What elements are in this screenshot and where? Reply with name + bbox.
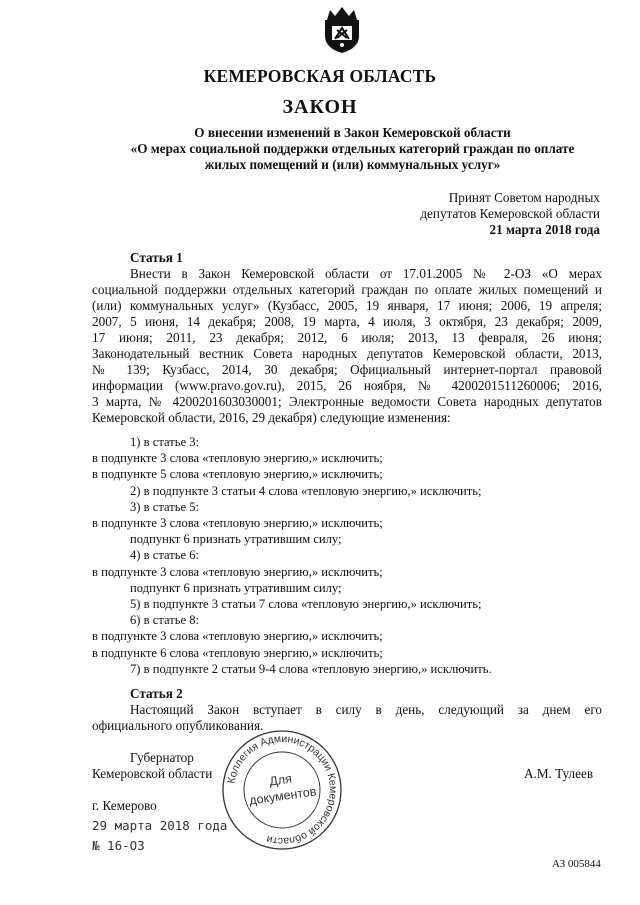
paragraph-line: № 139; Кузбасс, 2014, 30 декабря; Официальный интернет-портал правовой	[92, 362, 602, 377]
amendment-item: в подпункте 6 слова «тепловую энергию,» исключить;	[92, 645, 383, 660]
paragraph-line: 2007, 5 июня, 14 декабря; 2008, 19 марта, 4 июля, 3 октября, 23 декабря; 2009,	[92, 314, 602, 329]
paragraph-line: 3 марта, № 4200201603030001; Электронные ведомости Совета народных депутатов	[92, 394, 602, 409]
stamp-center-line: документов	[248, 784, 318, 808]
article-1-paragraph	[92, 266, 602, 426]
official-stamp	[220, 728, 344, 852]
paragraph-line: 17 июня; 2011, 23 декабря; 2012, 6 июля; 2013, 13 февраля, 26 июня;	[92, 330, 602, 345]
amendment-item: 4) в статье 6:	[130, 548, 200, 563]
paragraph-line: (или) коммунальных услуг» (Кузбасс, 2005, 19 января, 17 июня; 2006, 19 апреля;	[92, 298, 602, 313]
signing-date: 29 марта 2018 года	[92, 818, 228, 833]
amendment-item: 7) в подпункте 2 статьи 9-4 слова «тепловую энергию,» исключить.	[130, 661, 492, 676]
amendment-item: в подпункте 3 слова «тепловую энергию,» исключить;	[92, 451, 383, 466]
paragraph-line: Внести в Закон Кемеровской области от 17.01.2005 № 2-ОЗ «О мерах	[130, 266, 602, 281]
amendment-item: 5) в подпункте 3 статьи 7 слова «тепловую энергию,» исключить;	[130, 597, 482, 612]
subtitle-line: О внесении изменений в Закон Кемеровской области	[194, 125, 511, 140]
amendment-item: подпункт 6 признать утратившим силу;	[130, 580, 342, 595]
paragraph-line: информации (www.pravo.gov.ru), 2015, 26 ноября, № 4200201511260006; 2016,	[92, 378, 602, 393]
subtitle-line: жилых помещений и (или) коммунальных услуг»	[204, 157, 501, 172]
amendment-item: 3) в статье 5:	[130, 499, 200, 514]
amendment-item: 6) в статье 8:	[130, 613, 200, 628]
stamp-center-line: Для	[268, 771, 293, 789]
paragraph-line: Настоящий Закон вступает в силу в день, следующий за днем его	[130, 702, 602, 717]
paragraph-line: Законодательный вестник Совета народных депутатов Кемеровской области, 2013,	[92, 346, 602, 361]
amendments-list	[92, 434, 612, 677]
article-1-heading: Статья 1	[130, 250, 183, 265]
adoption-line: Принят Советом народных	[448, 190, 600, 205]
adoption-line: депутатов Кемеровской области	[420, 206, 600, 221]
amendment-item: 2) в подпункте 3 статьи 4 слова «тепловую энергию,» исключить;	[130, 483, 482, 498]
region-heading: КЕМЕРОВСКАЯ ОБЛАСТЬ	[203, 66, 437, 86]
article-2-heading: Статья 2	[130, 686, 183, 701]
law-subtitle	[60, 125, 640, 173]
governor-title: Губернатор	[130, 750, 194, 765]
document-serial: АЗ 005844	[552, 858, 601, 870]
signing-place: г. Кемерово	[92, 798, 157, 813]
coat-of-arms-emblem	[323, 6, 361, 54]
adoption-date: 21 марта 2018 года	[489, 222, 600, 237]
amendment-item: в подпункте 5 слова «тепловую энергию,» исключить;	[92, 467, 383, 482]
amendment-item: в подпункте 3 слова «тепловую энергию,» исключить;	[92, 516, 383, 531]
stamp-ring-text: Коллегия Администрации Кемеровской области	[225, 732, 340, 848]
paragraph-line: официального опубликования.	[92, 718, 264, 733]
governor-region: Кемеровской области	[92, 766, 213, 781]
law-number: № 16-ОЗ	[92, 838, 145, 853]
adoption-block	[330, 190, 600, 238]
governor-name: А.М. Тулеев	[524, 766, 594, 781]
amendment-item: в подпункте 3 слова «тепловую энергию,» исключить;	[92, 564, 383, 579]
paragraph-line: Кемеровской области, 2016, 29 декабря) следующие изменения:	[92, 410, 451, 425]
amendment-item: в подпункте 3 слова «тепловую энергию,» исключить;	[92, 629, 383, 644]
article-2-paragraph	[92, 702, 602, 734]
amendment-item: подпункт 6 признать утратившим силу;	[130, 532, 342, 547]
subtitle-line: «О мерах социальной поддержки отдельных категорий граждан по оплате	[130, 141, 575, 156]
paragraph-line: социальной поддержки отдельных категорий граждан по оплате жилых помещений и	[92, 282, 602, 297]
amendment-item: 1) в статье 3:	[130, 435, 200, 449]
law-title: ЗАКОН	[282, 96, 358, 118]
